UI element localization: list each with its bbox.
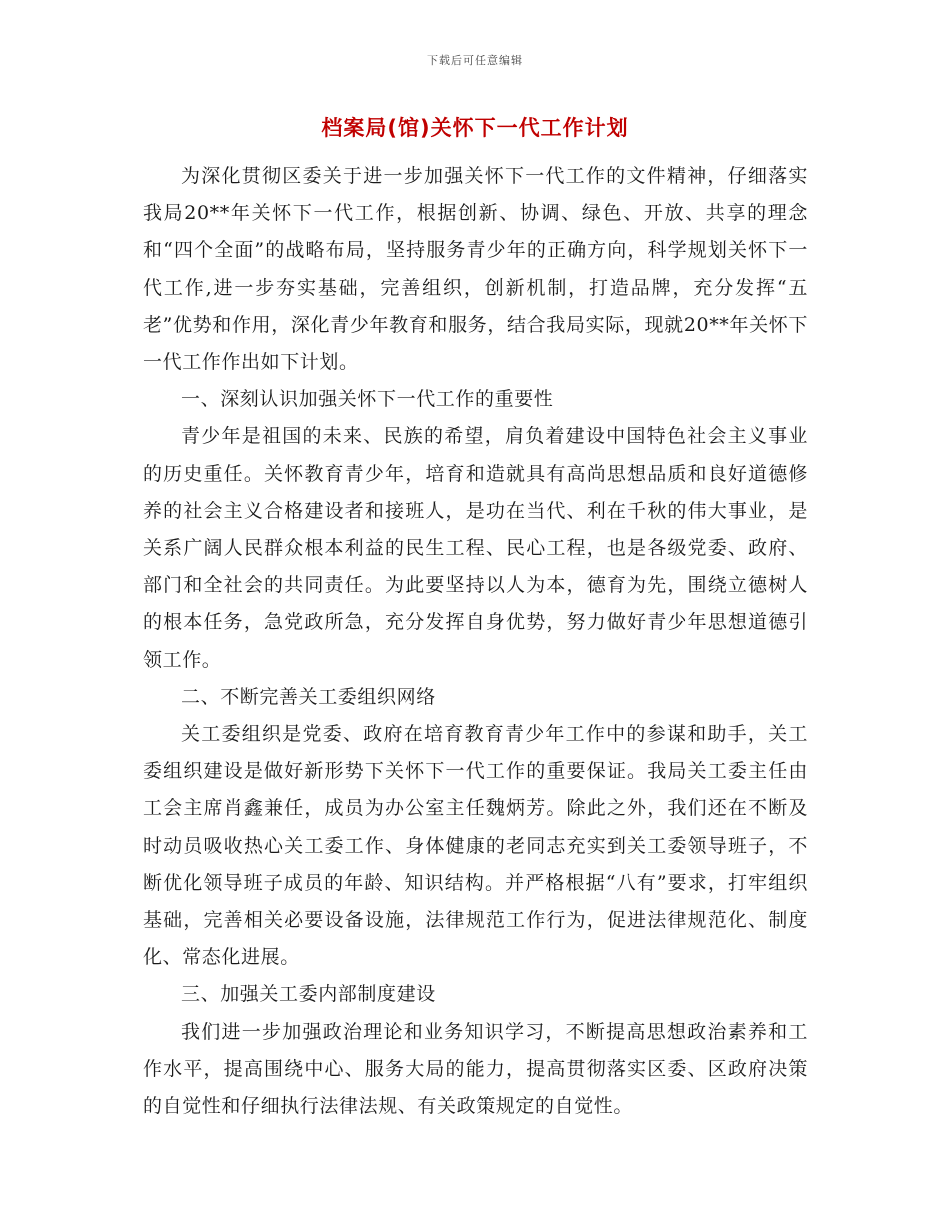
section-heading-3: 三、加强关工委内部制度建设 bbox=[181, 983, 436, 1006]
document-title: 档案局(馆)关怀下一代工作计划 bbox=[321, 116, 629, 140]
paragraph-section-1: 青少年是祖国的未来、民族的希望，肩负着建设中国特色社会主义事业的历史重任。关怀教育青少年，培育和造就具有高尚思想品质和良好道德修养的社会主义合格建设者和接班人，是功在当代、利在千秋的伟大事业，是关系广阔人民群众根本利益的民生工程、民心工程，也是各级党委、政府、部门和全社会的共同责任。为此要坚持以人为本，德育为先，围绕立德树人的根本任务，急党政所急，充分发挥自身优势，努力做好青少年思想道德引领工作。 bbox=[143, 425, 808, 671]
document-body bbox=[143, 158, 808, 1125]
section-heading-1: 一、深刻认识加强关怀下一代工作的重要性 bbox=[181, 388, 554, 411]
paragraph-intro: 为深化贯彻区委关于进一步加强关怀下一代工作的文件精神，仔细落实我局20**年关怀下一代工作，根据创新、协调、绿色、开放、共享的理念和“四个全面”的战略布局，坚持服务青少年的正确方向，科学规划关怀下一代工作,进一步夯实基础，完善组织，创新机制，打造品牌，充分发挥“五老”优势和作用，深化青少年教育和服务，结合我局实际，现就20**年关怀下一代工作作出如下计划。 bbox=[143, 165, 808, 374]
header-note: 下载后可任意编辑 bbox=[427, 54, 523, 67]
paragraph-section-2: 关工委组织是党委、政府在培育教育青少年工作中的参谋和助手，关工委组织建设是做好新形势下关怀下一代工作的重要保证。我局关工委主任由工会主席肖鑫兼任，成员为办公室主任魏炳芳。除此之外，我们还在不断及时动员吸收热心关工委工作、身体健康的老同志充实到关工委领导班子，不断优化领导班子成员的年龄、知识结构。并严格根据“八有”要求，打牢组织基础，完善相关必要设备设施，法律规范工作行为，促进法律规范化、制度化、常态化进展。 bbox=[143, 723, 808, 969]
paragraph-section-3: 我们进一步加强政治理论和业务知识学习，不断提高思想政治素养和工作水平，提高围绕中心、服务大局的能力，提高贯彻落实区委、区政府决策的自觉性和仔细执行法律法规、有关政策规定的自觉性。 bbox=[143, 1020, 808, 1118]
section-heading-2: 二、不断完善关工委组织网络 bbox=[181, 685, 436, 708]
